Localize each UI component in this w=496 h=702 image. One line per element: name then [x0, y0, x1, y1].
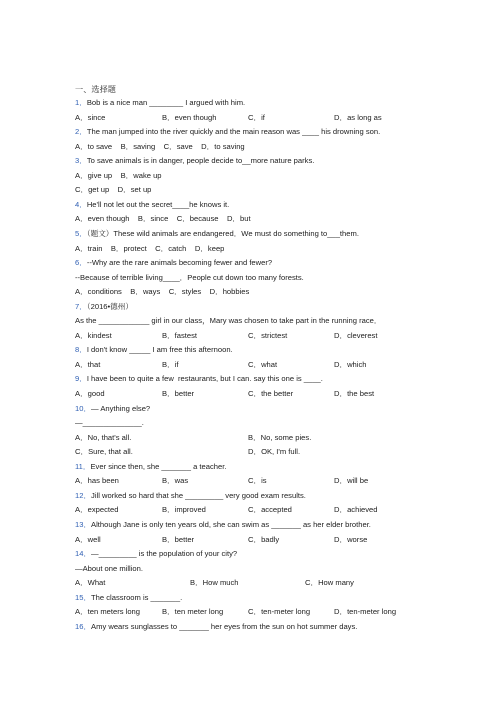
- text-line: A．train B．protect C．catch D．keep: [75, 243, 225, 253]
- answer-option: C．is: [248, 476, 267, 486]
- question-number: 13．: [75, 519, 92, 529]
- question-text: Jill worked so hard that she _________ very good exam results.: [91, 490, 306, 500]
- question-line: [75, 520, 371, 530]
- answer-option: B．if: [162, 359, 179, 369]
- question-number: 12．: [75, 490, 92, 500]
- question-line: [75, 374, 323, 384]
- answer-option: D．will be: [334, 476, 369, 486]
- question-text: Amy wears sunglasses to _______ her eyes from the sun on hot summer days.: [91, 621, 358, 631]
- answer-option: A．that: [75, 359, 101, 369]
- text-line: C．get up D．set up: [75, 185, 152, 195]
- answer-option: C．How many: [305, 578, 354, 588]
- question-number: 5．: [75, 228, 87, 238]
- text-line: As the ____________ girl in our class，Mary was chosen to take part in the running race．: [75, 316, 382, 326]
- answer-option: A．well: [75, 534, 101, 544]
- answer-option: A．What: [75, 578, 106, 588]
- question-text: --Why are the rare animals becoming fewer and fewer?: [86, 258, 273, 268]
- answer-option: B．improved: [162, 505, 206, 515]
- question-line: [75, 127, 380, 137]
- answer-option: B．better: [162, 389, 195, 398]
- question-text: To save animals is in danger, people decide to__more nature parks.: [86, 156, 315, 166]
- answer-option: C．ten-meter long: [248, 607, 311, 617]
- question-number: 16．: [75, 621, 92, 631]
- question-text: I have been to quite a few restaurants, but I can. say this one is ____.: [86, 374, 323, 384]
- question-line: [75, 593, 182, 603]
- question-line: [75, 302, 133, 312]
- answer-option: D．OK, I'm full.: [248, 447, 301, 457]
- question-line: [75, 258, 272, 268]
- question-text: The classroom is _______.: [91, 592, 183, 602]
- answer-option: C．accepted: [248, 505, 292, 515]
- answer-option: B．No, some pies.: [248, 432, 312, 442]
- text-line: —About one million.: [75, 563, 143, 573]
- question-number: 15．: [75, 592, 92, 602]
- answer-option: C．Sure, that all.: [75, 447, 133, 457]
- answer-option: D．which: [334, 359, 367, 369]
- question-text: （题文）These wild animals are endangered．We must do something to___them.: [86, 228, 359, 238]
- answer-option: D．the best: [334, 389, 375, 398]
- answer-option: B．even though: [162, 112, 217, 122]
- answer-option: A．good: [75, 389, 105, 398]
- answer-option: D．as long as: [334, 112, 382, 122]
- question-number: 2．: [75, 127, 87, 137]
- question-number: 4．: [75, 199, 87, 209]
- answer-option: D．cleverest: [334, 330, 378, 340]
- answer-option: C．what: [248, 359, 278, 369]
- question-line: [75, 345, 233, 355]
- question-line: [75, 200, 229, 210]
- question-text: （2016•德州）: [86, 301, 133, 311]
- question-line: [75, 156, 314, 166]
- question-number: 10．: [75, 403, 92, 413]
- question-text: I don't know _____ I am free this afternoon.: [86, 345, 233, 355]
- answer-option: A．has been: [75, 476, 119, 486]
- answer-option: A．kindest: [75, 330, 112, 340]
- question-text: Although Jane is only ten years old, she can swim as _______ as her elder brother.: [91, 519, 371, 529]
- answer-option: D．worse: [334, 534, 368, 544]
- question-text: — Anything else?: [91, 403, 151, 413]
- answer-option: B．was: [162, 476, 189, 486]
- question-number: 1．: [75, 98, 87, 107]
- question-number: 8．: [75, 345, 87, 355]
- question-line: [75, 404, 150, 414]
- question-number: 14．: [75, 549, 92, 559]
- question-line: [75, 622, 357, 632]
- answer-option: B．fastest: [162, 330, 198, 340]
- question-text: Bob is a nice man ________ I argued with him.: [86, 98, 246, 107]
- question-number: 6．: [75, 258, 87, 268]
- question-number: 7．: [75, 301, 87, 311]
- question-text: Ever since then, she _______ a teacher.: [90, 461, 227, 471]
- answer-option: A．since: [75, 112, 106, 122]
- text-line: —______________.: [75, 418, 144, 428]
- question-line: [75, 462, 226, 472]
- answer-option: C．badly: [248, 534, 280, 544]
- answer-option: C．strictest: [248, 330, 288, 340]
- question-line: [75, 491, 306, 501]
- text-line: --Because of terrible living____．People cut down too many forests.: [75, 272, 304, 282]
- question-number: 11．: [75, 461, 91, 471]
- question-line: [75, 549, 237, 559]
- question-line: [75, 98, 245, 108]
- section-heading: 一、选择题: [75, 85, 116, 94]
- text-line: A．give up B．wake up: [75, 170, 162, 180]
- text-line: A．to save B．saving C．save D．to saving: [75, 141, 245, 151]
- question-text: He'll not let out the secret____he knows it.: [86, 199, 230, 209]
- question-text: —_________ is the population of your city?: [91, 549, 238, 559]
- question-number: 9．: [75, 374, 87, 384]
- question-line: [75, 229, 359, 239]
- answer-option: D．achieved: [334, 505, 378, 515]
- answer-option: A．expected: [75, 505, 119, 515]
- text-line: A．even though B．since C．because D．but: [75, 214, 251, 224]
- question-number: 3．: [75, 156, 87, 166]
- answer-option: B．better: [162, 534, 195, 544]
- answer-option: C．the better: [248, 389, 294, 398]
- answer-option: B．How much: [190, 578, 239, 588]
- answer-option: B．ten meter long: [162, 607, 224, 617]
- answer-option: A．No, that's all.: [75, 432, 132, 442]
- question-text: The man jumped into the river quickly and the main reason was ____ his drowning son.: [86, 127, 381, 137]
- answer-option: D．ten-meter long: [334, 607, 397, 617]
- answer-option: A．ten meters long: [75, 607, 140, 617]
- text-line: A．conditions B．ways C．styles D．hobbies: [75, 287, 250, 297]
- answer-option: C．if: [248, 112, 265, 122]
